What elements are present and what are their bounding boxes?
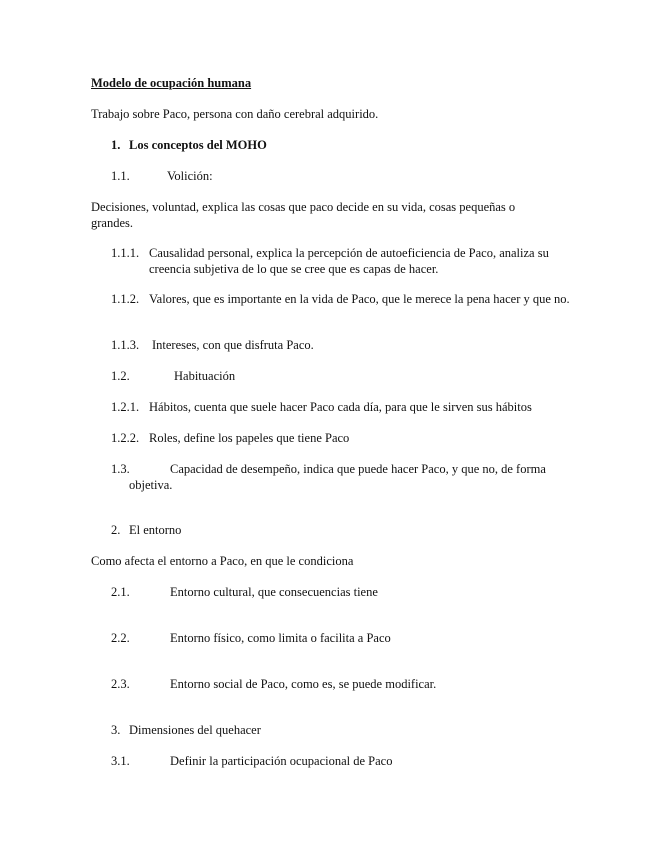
subsection-1-3-text: Capacidad de desempeño, indica que puede hacer Paco, y que no, de forma objetiva.	[129, 462, 546, 492]
subsection-number: 2.1.	[111, 585, 130, 599]
section-2-description: Como afecta el entorno a Paco, en que le condiciona	[91, 554, 354, 568]
item-1-2-1-text: Hábitos, cuenta que suele hacer Paco cada día, para que le sirven sus hábitos	[149, 400, 532, 414]
subsection-title: Entorno físico, como limita o facilita a Paco	[170, 631, 391, 645]
section-number: 3.	[111, 723, 121, 737]
section-3-heading	[111, 722, 261, 738]
subsection-title: Definir la participación ocupacional de Paco	[170, 754, 393, 768]
subsection-number: 1.2.	[111, 369, 130, 383]
item-1-2-1-number: 1.2.1.	[111, 400, 140, 414]
subsection-number: 3.1.	[111, 754, 130, 768]
subsection-number: 1.1.	[111, 169, 130, 183]
subsection-1-2-heading	[111, 368, 235, 384]
section-title: El entorno	[129, 523, 182, 537]
item-1-1-2-text: Valores, que es importante en la vida de Paco, que le merece la pena hacer y que no.	[149, 292, 570, 306]
subsection-1-1-description: Decisiones, voluntad, explica las cosas que paco decide en su vida, cosas pequeñas o grandes.	[91, 200, 516, 230]
subsection-2-2	[111, 630, 391, 646]
subsection-2-1	[111, 584, 378, 600]
item-1-1-1-number: 1.1.1.	[111, 246, 140, 260]
section-2-heading	[111, 522, 181, 538]
item-1-1-3-text: Intereses, con que disfruta Paco.	[152, 338, 314, 352]
item-1-2-2-text: Roles, define los papeles que tiene Paco	[149, 431, 350, 445]
subsection-title: Entorno social de Paco, como es, se puede modificar.	[170, 677, 437, 691]
section-1-heading	[111, 137, 267, 153]
subsection-3-1	[111, 753, 392, 769]
subsection-2-3	[111, 676, 436, 692]
subsection-number: 2.3.	[111, 677, 130, 691]
subsection-title: Entorno cultural, que consecuencias tiene	[170, 585, 378, 599]
item-1-1-3-number: 1.1.3.	[111, 338, 140, 352]
section-number: 1.	[111, 138, 121, 152]
item-1-2-2-number: 1.2.2.	[111, 431, 140, 445]
item-1-1-1-text: Causalidad personal, explica la percepción de autoeficiencia de Paco, analiza su creencia subjetiva de lo que se cree que es capas de hacer.	[149, 246, 549, 276]
item-1-1-2-number: 1.1.2.	[111, 292, 140, 306]
section-number: 2.	[111, 523, 121, 537]
section-title: Los conceptos del MOHO	[129, 138, 267, 152]
subsection-number: 2.2.	[111, 631, 130, 645]
subsection-title: Habituación	[174, 369, 236, 383]
document-title: Modelo de ocupación humana	[91, 76, 252, 90]
subsection-title: Volición:	[167, 169, 213, 183]
subsection-1-3-number: 1.3.	[111, 462, 130, 476]
subsection-1-1-heading	[111, 168, 213, 184]
section-title: Dimensiones del quehacer	[129, 723, 261, 737]
intro-text: Trabajo sobre Paco, persona con daño cerebral adquirido.	[91, 107, 379, 121]
